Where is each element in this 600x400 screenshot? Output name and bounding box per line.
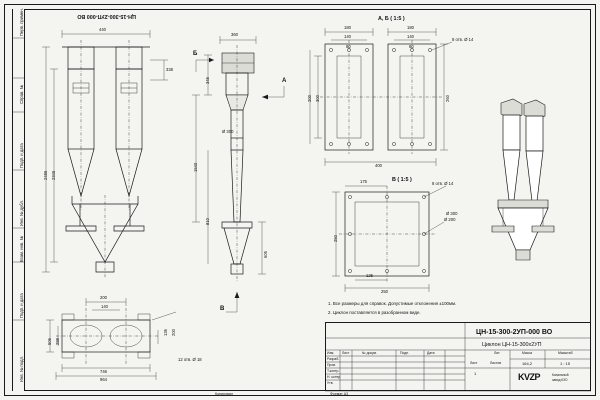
stamp-col-data: Дата (427, 351, 435, 355)
sheet-code-top: ЦН-15-300-2УП-000 ВО (77, 13, 136, 19)
stamp-row-utv: Утв. (327, 381, 334, 385)
ab-dim-400: 400 (375, 163, 382, 168)
stamp-title-sub: Циклон ЦН-15-300х2УП (482, 342, 542, 348)
note-item-2: 2. Циклон поставляется в разобранном виде. (328, 310, 421, 315)
b-dim-175: 175 (360, 179, 367, 184)
stamp-row-razrab: Разраб. (327, 357, 340, 361)
margin-label-0: Перв. примен. (19, 8, 24, 36)
margin-label-5: Подп. и дата (19, 293, 24, 318)
format-label: Формат А3 (330, 392, 349, 396)
ab-dim-200: 200 (307, 95, 312, 102)
stamp-scale-value: 1 : 15 (560, 361, 571, 366)
bottom-dim-746: 746 (100, 369, 107, 374)
label-b-section: Б (193, 51, 198, 57)
bottom-dim-136: 136 (163, 329, 168, 336)
bottom-dim-506: 506 (47, 338, 52, 345)
ab-dim-140-r: 140 (407, 34, 414, 39)
stamp-header-mass: Масса (522, 351, 533, 355)
margin-label-2: Подп. и дата (19, 143, 24, 168)
company-name: Копальный (552, 373, 569, 377)
bottom-dim-140: 140 (101, 304, 108, 309)
stamp-row-prov: Пров. (327, 363, 336, 367)
copied-label: Копировал (215, 392, 234, 396)
bottom-dim-200: 200 (100, 295, 107, 300)
front-dim-440: 440 (99, 27, 106, 32)
bottom-dim-288: 288 (55, 338, 60, 345)
bottom-holes-note: 12 отв. Ø 18 (178, 357, 202, 362)
stamp-row-tkontr: Т.контр. (327, 369, 340, 373)
ab-dim-180-r: 180 (407, 25, 414, 30)
section-ab-title: А, Б ( 1:5 ) (378, 16, 405, 22)
ab-dim-180-l: 180 (344, 25, 351, 30)
stamp-header-lit: Лит. (494, 351, 501, 355)
front-dim-2495: 2495 (43, 170, 48, 180)
margin-label-6: Инв. № подл. (19, 355, 24, 382)
stamp-col-podp: Подп. (400, 351, 410, 355)
note-item-1: 1. Все размеры для справок. Допустимые отклонения ±100мм. (328, 301, 457, 306)
side-dim-810: 810 (205, 218, 210, 225)
stamp-col-izm: Изм. (327, 351, 335, 355)
bottom-dim-964: 964 (100, 377, 107, 382)
label-a-section: A (282, 78, 287, 84)
stamp-sheet-label: Лист (470, 361, 478, 365)
b-dim-125: 125 (366, 273, 373, 278)
company-logo: KVZP (518, 372, 541, 382)
b-dim-d200: Ø 200 (444, 217, 456, 222)
front-dim-2345: 2345 (51, 170, 56, 180)
stamp-header-scale: Масштаб (558, 351, 573, 355)
ab-holes-note: 8 отв. Ø 14 (452, 37, 474, 42)
side-dim-345: 345 (205, 77, 210, 84)
stamp-col-dokum: № докум. (362, 351, 377, 355)
side-dim-d300: Ø 300 (222, 129, 234, 134)
b-dim-250-bottom: 250 (381, 289, 388, 294)
b-dim-d300: Ø 300 (446, 211, 458, 216)
stamp-mass-value: 164,2 (522, 361, 533, 366)
ab-dim-300: 300 (315, 95, 320, 102)
stamp-sheet-value: 1 (474, 371, 477, 376)
label-b-bottom: B (220, 306, 225, 312)
stamp-sheets-label: Листов (490, 361, 502, 365)
stamp-row-nkontr: Н. контр. (327, 375, 341, 379)
ab-dim-80-l: 80 (346, 44, 351, 49)
side-dim-1540: 1540 (193, 162, 198, 172)
stamp-title-main: ЦН-15-300-2УП-000 ВО (476, 329, 553, 336)
ab-dim-80-r: 80 (409, 44, 414, 49)
side-dim-605: 605 (263, 251, 268, 258)
margin-label-1: Справ. № (19, 85, 24, 104)
margin-label-4: Взам. инв. № (19, 236, 24, 262)
margin-label-3: Инв. № дубл. (19, 200, 24, 226)
front-dim-338: 338 (166, 67, 173, 72)
ab-dim-140-l: 140 (344, 34, 351, 39)
ab-dim-260: 260 (445, 95, 450, 102)
side-dim-360: 360 (231, 32, 238, 37)
company-name-2: завод КЗО (552, 378, 568, 382)
bottom-dim-200b: 200 (171, 329, 176, 336)
stamp-col-list: Лист (342, 351, 350, 355)
b-holes-note: 8 отв. Ø 14 (432, 181, 454, 186)
section-b-title: В ( 1:5 ) (392, 177, 412, 183)
b-dim-250-left: 250 (333, 235, 338, 242)
